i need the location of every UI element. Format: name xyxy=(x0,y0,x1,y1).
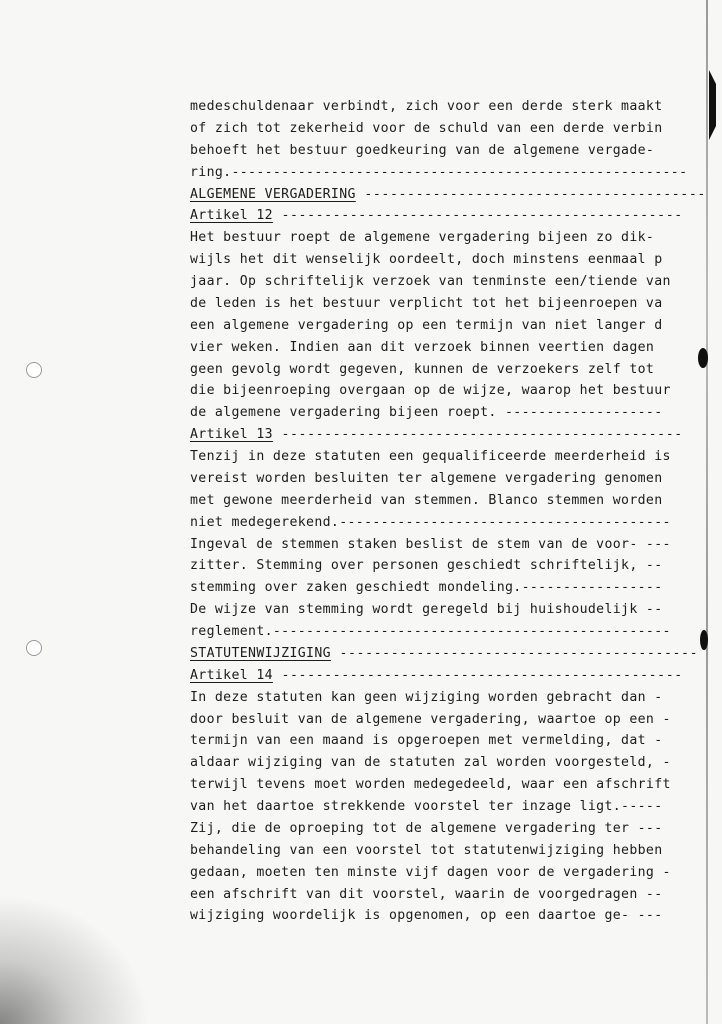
text-line: Het bestuur roept de algemene vergadering bijeen zo dik- xyxy=(190,230,655,246)
filler-rule: ---------------------------------------- xyxy=(355,186,706,202)
text-line: behoeft het bestuur goedkeuring van de algemene vergade- xyxy=(190,142,655,158)
text-line: medeschuldenaar verbindt, zich voor een derde sterk maakt xyxy=(190,99,663,114)
text-line: Zij, die de oproeping tot de algemene vergadering ter --- xyxy=(190,820,663,836)
section-heading: Artikel 14 xyxy=(190,667,273,683)
text-line: terwijl tevens moet worden medegedeeld, waar een afschrift xyxy=(190,777,671,793)
filler-rule: ----------------------------------------------- xyxy=(272,667,683,683)
text-line: wijls het dit wenselijk oordeelt, doch minstens eenmaal p xyxy=(190,252,663,268)
text-line: vier weken. Indien aan dit verzoek binnen veertien dagen xyxy=(190,339,655,355)
text-line: van het daartoe strekkende voorstel ter inzage ligt.----- xyxy=(190,799,663,814)
section-heading-line xyxy=(190,184,706,206)
section-heading-line xyxy=(190,424,706,446)
text-line: niet medegerekend.---------------------------------------- xyxy=(190,514,671,530)
section-heading-line xyxy=(190,205,706,227)
text-line: met gewone meerderheid van stemmen. Blanco stemmen worden xyxy=(190,492,663,508)
text-line: een algemene vergadering op een termijn van niet langer d xyxy=(190,317,663,333)
text-line: vereist worden besluiten ter algemene vergadering genomen xyxy=(190,470,663,486)
text-line: termijn van een maand is opgeroepen met vermelding, dat - xyxy=(190,733,663,749)
punch-hole-top xyxy=(26,362,42,378)
section-heading: Artikel 13 xyxy=(190,427,273,443)
text-line: zitter. Stemming over personen geschiedt schriftelijk, -- xyxy=(190,558,663,574)
text-line: behandeling van een voorstel tot statutenwijziging hebben xyxy=(190,842,663,858)
text-line: door besluit van de algemene vergadering, waartoe op een - xyxy=(190,711,671,727)
text-line: ring.------------------------------------------------------- xyxy=(190,164,688,180)
scan-shadow xyxy=(0,894,150,1024)
text-line: de leden is het bestuur verplicht tot het bijeenroepen va xyxy=(190,295,663,311)
section-heading: STATUTENWIJZIGING xyxy=(190,645,331,661)
text-line: de algemene vergadering bijeen roept. ------------------- xyxy=(190,405,663,421)
text-line: wijziging woordelijk is opgenomen, op een daartoe ge- --- xyxy=(190,908,663,924)
text-line: geen gevolg wordt gegeven, kunnen de verzoekers zelf tot xyxy=(190,361,655,377)
text-line: jaar. Op schriftelijk verzoek van tenminste een/tiende van xyxy=(190,274,671,289)
text-line: Ingeval de stemmen staken beslist de stem van de voor- --- xyxy=(190,536,671,552)
section-heading-line xyxy=(190,643,706,665)
filler-rule: ----------------------------------------------- xyxy=(272,208,683,224)
section-heading-line xyxy=(190,665,706,687)
document-text xyxy=(190,96,706,927)
page-edge-line xyxy=(706,0,708,1024)
text-line: gedaan, moeten ten minste vijf dagen voor de vergadering - xyxy=(190,864,671,880)
punch-hole-bottom xyxy=(26,640,42,656)
section-heading: ALGEMENE VERGADERING xyxy=(190,186,356,202)
text-line: stemming over zaken geschiedt mondeling.----------------- xyxy=(190,580,663,596)
section-heading: Artikel 12 xyxy=(190,208,273,224)
text-line: De wijze van stemming wordt geregeld bij huishoudelijk -- xyxy=(190,602,663,618)
edge-mark-top xyxy=(709,70,716,140)
text-line: een afschrift van dit voorstel, waarin de voorgedragen -- xyxy=(190,886,663,902)
text-line: In deze statuten kan geen wijziging worden gebracht dan - xyxy=(190,689,663,705)
text-line: aldaar wijziging van de statuten zal worden voorgesteld, - xyxy=(190,755,671,771)
text-line: reglement.------------------------------------------------ xyxy=(190,624,671,639)
text-line: die bijeenroeping overgaan op de wijze, waarop het bestuur xyxy=(190,383,671,399)
filler-rule: ------------------------------------------ xyxy=(330,645,699,661)
filler-rule: ----------------------------------------------- xyxy=(272,427,683,443)
text-line: of zich tot zekerheid voor de schuld van een derde verbin xyxy=(190,120,663,136)
text-line: Tenzij in deze statuten een gequalificeerde meerderheid is xyxy=(190,449,671,464)
